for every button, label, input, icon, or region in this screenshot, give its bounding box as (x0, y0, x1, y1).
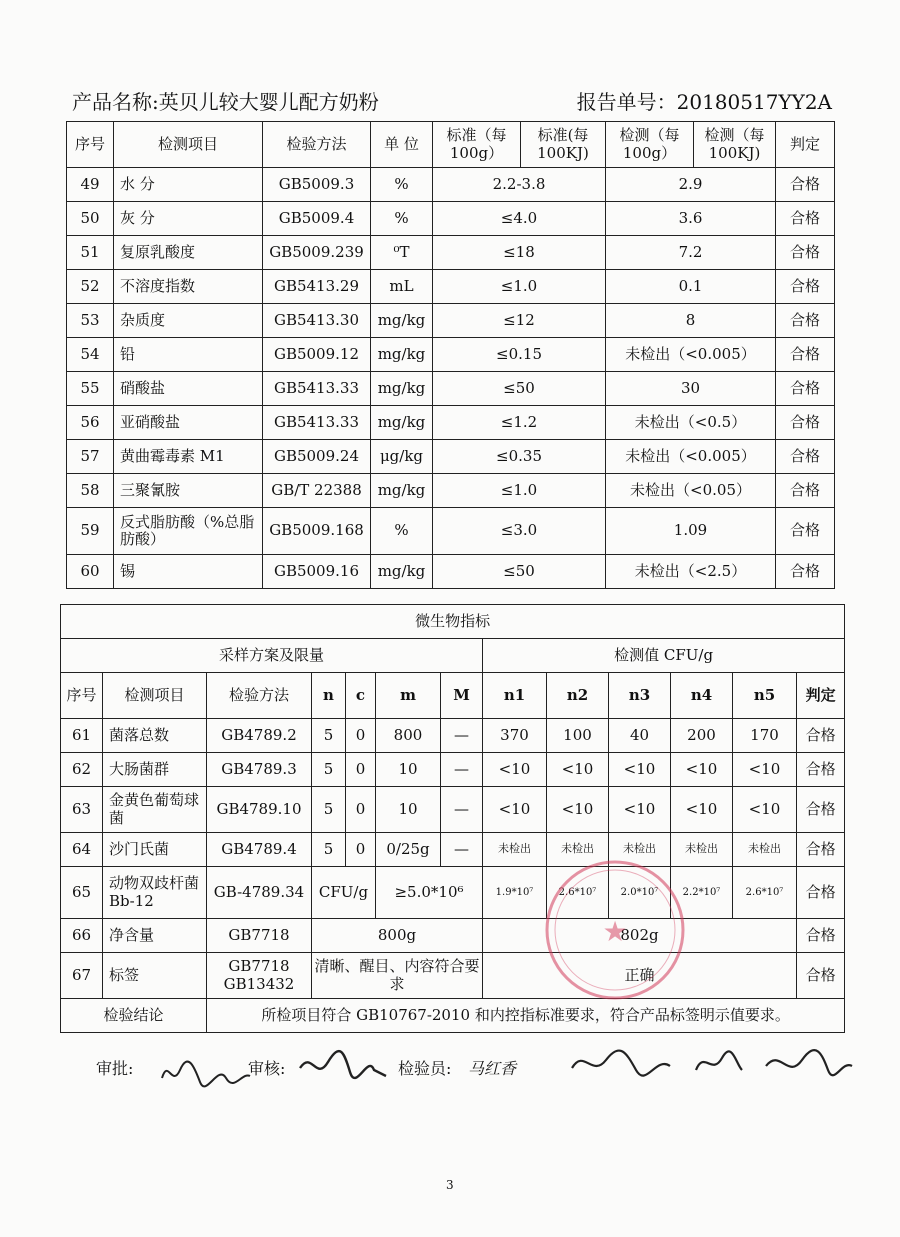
m-value: 10 (376, 753, 441, 787)
test-item: 反式脂肪酸（%总脂肪酸） (114, 508, 263, 555)
result: 合格 (797, 719, 845, 753)
detected-value: 正确 (483, 953, 797, 999)
standard-value: ≤12 (433, 304, 606, 338)
test-item: 金黄色葡萄球菌 (103, 787, 207, 833)
col-header: n3 (609, 673, 671, 719)
c-value: 0 (346, 787, 376, 833)
value-n3: <10 (609, 753, 671, 787)
row-number: 60 (67, 555, 114, 589)
row-number: 61 (61, 719, 103, 753)
detected-value: 8 (606, 304, 776, 338)
value-n4: 未检出 (671, 833, 733, 867)
value-n5: <10 (733, 787, 797, 833)
microbiology-table (60, 604, 845, 1033)
value-n2: 未检出 (547, 833, 609, 867)
table-row (61, 953, 845, 999)
test-item: 水 分 (114, 168, 263, 202)
result: 合格 (776, 555, 835, 589)
value-n3: 未检出 (609, 833, 671, 867)
inspector-signatures (566, 1040, 856, 1096)
col-header: 检测项目 (114, 122, 263, 168)
test-item: 灰 分 (114, 202, 263, 236)
page-number: 3 (446, 1178, 454, 1192)
m-value: 800 (376, 719, 441, 753)
standard-value: ≤1.2 (433, 406, 606, 440)
table-row (61, 833, 845, 867)
col-header: 单 位 (371, 122, 433, 168)
detected-value: 2.9 (606, 168, 776, 202)
value-n5: 170 (733, 719, 797, 753)
result: 合格 (776, 236, 835, 270)
value-n4: 200 (671, 719, 733, 753)
test-item: 净含量 (103, 919, 207, 953)
col-header: n4 (671, 673, 733, 719)
inspector-name: 马红香 (468, 1059, 517, 1078)
unit: mg/kg (371, 406, 433, 440)
result: 合格 (776, 202, 835, 236)
row-number: 62 (61, 753, 103, 787)
detected-value: 802g (483, 919, 797, 953)
unit: mg/kg (371, 555, 433, 589)
test-method: GB5009.16 (263, 555, 371, 589)
result: 合格 (776, 270, 835, 304)
result: 合格 (797, 953, 845, 999)
unit: ⁰T (371, 236, 433, 270)
detected-value: 1.09 (606, 508, 776, 555)
unit: mg/kg (371, 474, 433, 508)
col-header: 检验方法 (207, 673, 312, 719)
test-method: GB5009.239 (263, 236, 371, 270)
value-n1: <10 (483, 787, 547, 833)
col-header: m (376, 673, 441, 719)
detected-value: 3.6 (606, 202, 776, 236)
result: 合格 (797, 787, 845, 833)
table-row (67, 236, 835, 270)
result: 合格 (776, 508, 835, 555)
result: 合格 (776, 338, 835, 372)
value-n5: 未检出 (733, 833, 797, 867)
value-n3: 40 (609, 719, 671, 753)
reviewer-signature (294, 1042, 394, 1098)
n-value: 5 (312, 833, 346, 867)
table-row (61, 787, 845, 833)
detected-value: 未检出（<0.005） (606, 440, 776, 474)
unit: % (371, 202, 433, 236)
standard-value: ≤3.0 (433, 508, 606, 555)
detected-value: 未检出（<0.05） (606, 474, 776, 508)
group-header-detected: 检测值 CFU/g (483, 639, 845, 673)
unit: mg/kg (371, 304, 433, 338)
conclusion-label: 检验结论 (61, 999, 207, 1033)
value-n1: <10 (483, 753, 547, 787)
test-method: GB5413.29 (263, 270, 371, 304)
test-method: GB5009.4 (263, 202, 371, 236)
table-row (61, 753, 845, 787)
table-row (67, 440, 835, 474)
value-n3: 2.0*10⁷ (609, 867, 671, 919)
standard-value: ≤1.0 (433, 474, 606, 508)
group-header-sampling: 采样方案及限量 (61, 639, 483, 673)
row-number: 65 (61, 867, 103, 919)
test-method: GB5413.33 (263, 406, 371, 440)
result: 合格 (797, 753, 845, 787)
unit: mL (371, 270, 433, 304)
table-header-row (67, 122, 835, 168)
test-item: 铅 (114, 338, 263, 372)
unit: % (371, 168, 433, 202)
n-value: 5 (312, 719, 346, 753)
m-value: 0/25g (376, 833, 441, 867)
M-value: — (441, 753, 483, 787)
test-method: GB4789.4 (207, 833, 312, 867)
test-item: 黄曲霉毒素 M1 (114, 440, 263, 474)
table-row (61, 867, 845, 919)
approve-label: 审批: (96, 1059, 134, 1078)
value-n5: <10 (733, 753, 797, 787)
col-header: 检测（每100KJ) (694, 122, 776, 168)
row-number: 54 (67, 338, 114, 372)
table-row (67, 406, 835, 440)
col-header: c (346, 673, 376, 719)
test-method: GB7718 (207, 919, 312, 953)
test-method: GB4789.2 (207, 719, 312, 753)
test-method: GB5009.3 (263, 168, 371, 202)
standard-value: ≤0.35 (433, 440, 606, 474)
value-n1: 370 (483, 719, 547, 753)
M-value: — (441, 719, 483, 753)
product-name: 产品名称:英贝儿较大婴儿配方奶粉 (72, 90, 379, 114)
col-header: M (441, 673, 483, 719)
detected-value: 未检出（<0.5） (606, 406, 776, 440)
col-header: 判定 (776, 122, 835, 168)
table-group-row (61, 639, 845, 673)
test-item: 硝酸盐 (114, 372, 263, 406)
row-number: 52 (67, 270, 114, 304)
result: 合格 (776, 474, 835, 508)
table-row (67, 304, 835, 338)
row-number: 59 (67, 508, 114, 555)
document-header (72, 86, 832, 116)
M-value: — (441, 833, 483, 867)
result: 合格 (797, 867, 845, 919)
table-row (67, 474, 835, 508)
col-header: 序号 (61, 673, 103, 719)
standard-value: ≤4.0 (433, 202, 606, 236)
row-number: 67 (61, 953, 103, 999)
limit-value: 800g (312, 919, 483, 953)
detected-value: 7.2 (606, 236, 776, 270)
value-n4: 2.2*10⁷ (671, 867, 733, 919)
col-header: 判定 (797, 673, 845, 719)
svg-text:★: ★ (602, 915, 628, 948)
standard-value: ≤50 (433, 555, 606, 589)
value-n2: <10 (547, 787, 609, 833)
limit-value: ≥5.0*10⁶ (376, 867, 483, 919)
standard-value: ≤0.15 (433, 338, 606, 372)
standard-value: 2.2-3.8 (433, 168, 606, 202)
detected-value: 未检出（<0.005） (606, 338, 776, 372)
row-number: 57 (67, 440, 114, 474)
col-header: 标准(每100KJ) (521, 122, 606, 168)
col-header: 检测项目 (103, 673, 207, 719)
standard-value: ≤1.0 (433, 270, 606, 304)
unit: mg/kg (371, 338, 433, 372)
test-item: 沙门氏菌 (103, 833, 207, 867)
test-method: GB4789.10 (207, 787, 312, 833)
table-row (67, 270, 835, 304)
test-method: GB-4789.34 (207, 867, 312, 919)
test-item: 锡 (114, 555, 263, 589)
result: 合格 (797, 833, 845, 867)
table-title: 微生物指标 (61, 605, 845, 639)
test-item: 不溶度指数 (114, 270, 263, 304)
col-header: n (312, 673, 346, 719)
value-n4: <10 (671, 787, 733, 833)
test-method: GB5413.33 (263, 372, 371, 406)
row-number: 64 (61, 833, 103, 867)
report-number: 报告单号：20180517YY2A (576, 90, 832, 114)
test-item: 动物双歧杆菌 Bb-12 (103, 867, 207, 919)
value-n5: 2.6*10⁷ (733, 867, 797, 919)
row-number: 63 (61, 787, 103, 833)
detected-value: 30 (606, 372, 776, 406)
test-method: GB5009.12 (263, 338, 371, 372)
row-number: 58 (67, 474, 114, 508)
col-header: n2 (547, 673, 609, 719)
row-number: 49 (67, 168, 114, 202)
test-method (207, 953, 312, 999)
value-n2: <10 (547, 753, 609, 787)
row-number: 56 (67, 406, 114, 440)
table-row (67, 508, 835, 555)
value-n1: 未检出 (483, 833, 547, 867)
test-item: 三聚氰胺 (114, 474, 263, 508)
c-value: 0 (346, 753, 376, 787)
table-header-row (61, 673, 845, 719)
table-row (67, 338, 835, 372)
limit-unit: CFU/g (312, 867, 376, 919)
test-method: GB5009.168 (263, 508, 371, 555)
row-number: 50 (67, 202, 114, 236)
result: 合格 (776, 440, 835, 474)
row-number: 55 (67, 372, 114, 406)
limit-value: 清晰、醒目、内容符合要求 (312, 953, 483, 999)
value-n3: <10 (609, 787, 671, 833)
col-header: 序号 (67, 122, 114, 168)
detected-value: 未检出（<2.5） (606, 555, 776, 589)
composition-table (66, 121, 835, 589)
row-number: 51 (67, 236, 114, 270)
table-row (61, 919, 845, 953)
detected-value: 0.1 (606, 270, 776, 304)
m-value: 10 (376, 787, 441, 833)
test-item: 标签 (103, 953, 207, 999)
table-row (67, 372, 835, 406)
col-header: 检测（每100g） (606, 122, 694, 168)
row-number: 66 (61, 919, 103, 953)
unit: % (371, 508, 433, 555)
result: 合格 (776, 406, 835, 440)
table-row (67, 555, 835, 589)
col-header: 检验方法 (263, 122, 371, 168)
inspector-label: 检验员: (398, 1059, 452, 1078)
result: 合格 (776, 372, 835, 406)
test-item: 菌落总数 (103, 719, 207, 753)
test-item: 复原乳酸度 (114, 236, 263, 270)
test-method: GB5009.24 (263, 440, 371, 474)
result: 合格 (776, 304, 835, 338)
conclusion-row (61, 999, 845, 1033)
result: 合格 (797, 919, 845, 953)
col-header: n5 (733, 673, 797, 719)
unit: μg/kg (371, 440, 433, 474)
c-value: 0 (346, 719, 376, 753)
table-row (67, 168, 835, 202)
review-label: 审核: (248, 1059, 286, 1078)
test-item: 杂质度 (114, 304, 263, 338)
test-method: GB4789.3 (207, 753, 312, 787)
n-value: 5 (312, 787, 346, 833)
conclusion-text: 所检项目符合 GB10767-2010 和内控指标准要求，符合产品标签明示值要求。 (207, 999, 845, 1033)
method-line: GB13432 (223, 974, 295, 993)
table-row (61, 719, 845, 753)
value-n2: 2.6*10⁷ (547, 867, 609, 919)
table-title-row (61, 605, 845, 639)
signature-line (96, 1048, 876, 1108)
standard-value: ≤18 (433, 236, 606, 270)
method-line: GB7718 (228, 957, 290, 976)
c-value: 0 (346, 833, 376, 867)
row-number: 53 (67, 304, 114, 338)
standard-value: ≤50 (433, 372, 606, 406)
unit: mg/kg (371, 372, 433, 406)
M-value: — (441, 787, 483, 833)
table-row (67, 202, 835, 236)
value-n2: 100 (547, 719, 609, 753)
col-header: n1 (483, 673, 547, 719)
test-item: 大肠菌群 (103, 753, 207, 787)
value-n4: <10 (671, 753, 733, 787)
value-n1: 1.9*10⁷ (483, 867, 547, 919)
approver-signature (154, 1048, 254, 1098)
test-method: GB/T 22388 (263, 474, 371, 508)
n-value: 5 (312, 753, 346, 787)
test-method: GB5413.30 (263, 304, 371, 338)
test-item: 亚硝酸盐 (114, 406, 263, 440)
col-header: 标准（每100g） (433, 122, 521, 168)
result: 合格 (776, 168, 835, 202)
